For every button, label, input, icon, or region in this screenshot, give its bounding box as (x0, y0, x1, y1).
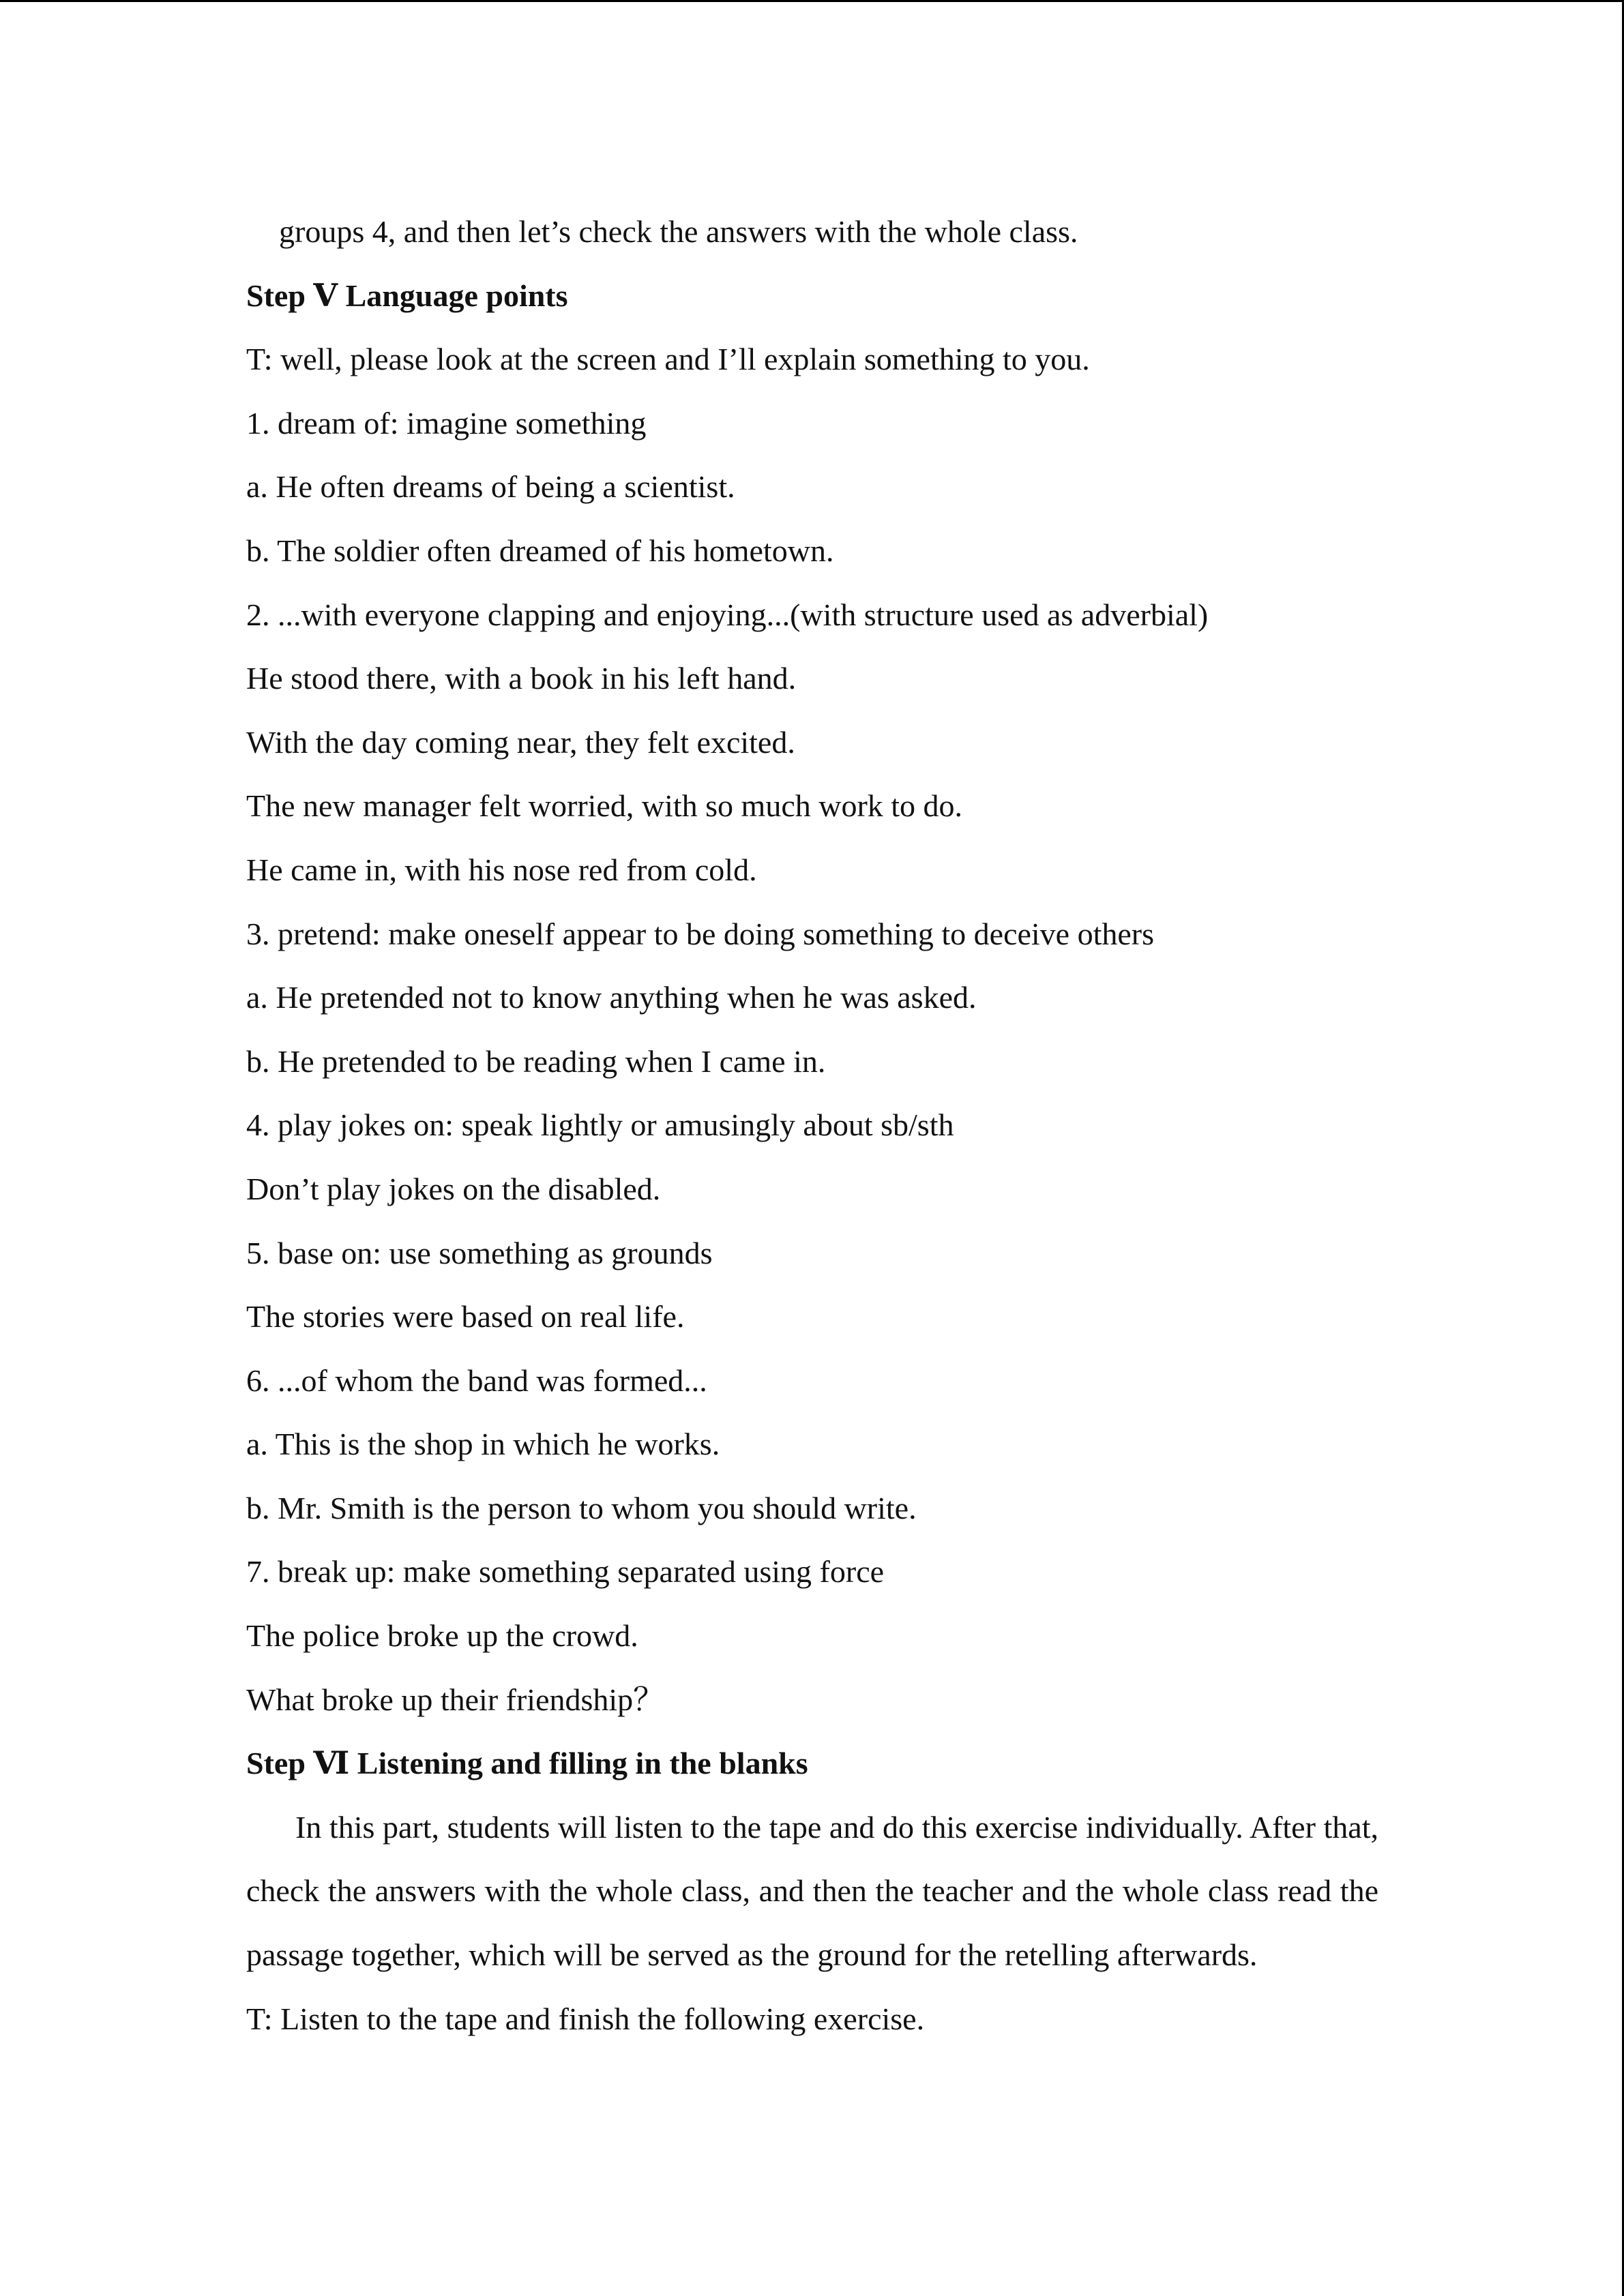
text-line: 6. ...of whom the band was formed... (246, 1362, 707, 1398)
step6-closing: T: Listen to the tape and finish the following exercise. (246, 2001, 925, 2036)
text-line: a. This is the shop in which he works. (246, 1427, 720, 1462)
text-line: 5. base on: use something as grounds (246, 1235, 713, 1270)
text-line: The police broke up the crowd. (246, 1618, 638, 1654)
text-line: b. The soldier often dreamed of his hometown. (246, 533, 834, 568)
text-line: He came in, with his nose red from cold. (246, 852, 757, 887)
text-line: With the day coming near, they felt excited. (246, 724, 795, 760)
text-line: b. He pretended to be reading when I came in. (246, 1043, 826, 1079)
page-content (246, 200, 1378, 2051)
text-line: a. He often dreams of being a scientist. (246, 469, 735, 505)
text-line: Don’t play jokes on the disabled. (246, 1171, 661, 1206)
text-line: The new manager felt worried, with so much work to do. (246, 788, 963, 824)
step5-intro: T: well, please look at the screen and I’ll explain something to you. (246, 342, 1090, 377)
text-line: b. Mr. Smith is the person to whom you should write. (246, 1490, 917, 1525)
text-line: 7. break up: make something separated using force (246, 1554, 885, 1590)
text-line: 4. play jokes on: speak lightly or amusingly about sb/sth (246, 1107, 954, 1143)
text-line: 2. ...with everyone clapping and enjoying...(with structure used as adverbial) (246, 597, 1209, 632)
text-line: a. He pretended not to know anything when he was asked. (246, 980, 977, 1015)
text-line: The stories were based on real life. (246, 1299, 685, 1335)
text-line: He stood there, with a book in his left hand. (246, 661, 797, 696)
step5-heading: Step Ⅴ Language points (246, 278, 568, 313)
step6-heading: Step Ⅵ Listening and filling in the blanks (246, 1746, 808, 1781)
continuation-line: groups 4, and then let’s check the answers with the whole class. (279, 214, 1078, 249)
text-line: What broke up their friendship？ (246, 1682, 665, 1717)
text-line: 1. dream of: imagine something (246, 405, 647, 441)
text-line: 3. pretend: make oneself appear to be doing something to deceive others (246, 916, 1155, 951)
step6-paragraph: In this part, students will listen to the tape and do this exercise individually. After that, check the answers with the whole class, and then the teacher and the whole class read the passage together, which will be served as the ground for the retelling afterwards. (246, 1809, 1378, 1973)
